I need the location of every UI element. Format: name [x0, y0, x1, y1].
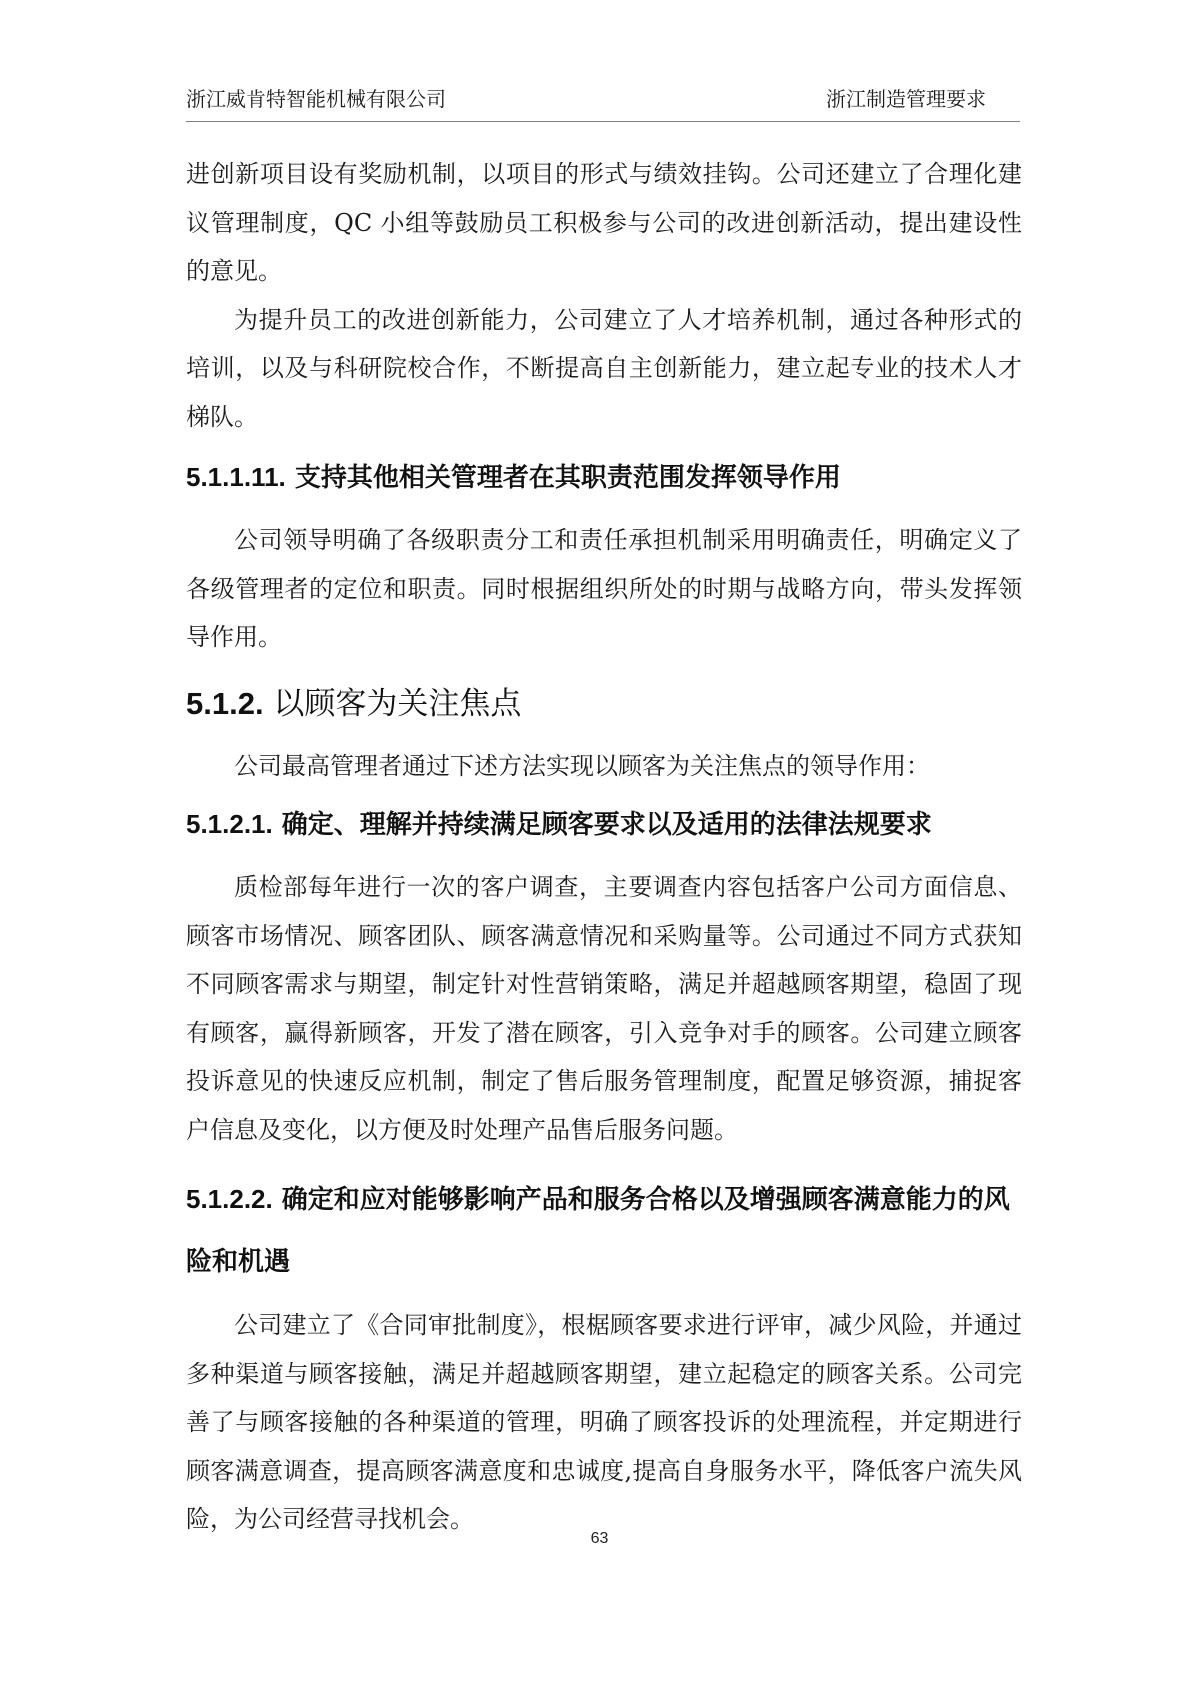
- section-number: 5.1.2.: [186, 685, 264, 721]
- page-body: [186, 150, 1022, 1544]
- body-paragraph: 为提升员工的改进创新能力，公司建立了人才培养机制，通过各种形式的培训，以及与科研院校合作，不断提高自主创新能力，建立起专业的技术人才梯队。: [186, 305, 1022, 431]
- section-title: 确定和应对能够影响产品和服务合格以及增强顾客满意能力的风险和机遇: [186, 1185, 1010, 1277]
- section-title: 以顾客为关注焦点: [273, 685, 522, 722]
- header-document-title: 浙江制造管理要求: [826, 87, 986, 111]
- body-paragraph: 质检部每年进行一次的客户调查，主要调查内容包括客户公司方面信息、顾客市场情况、顾客团队、顾客满意情况和采购量等。公司通过不同方式获知不同顾客需求与期望，制定针对性营销策略，满足并超越顾客期望，稳固了现有顾客，赢得新顾客，开发了潜在顾客，引入竞争对手的顾客。公司建立顾客投诉意见的快速反应机制，制定了售后服务管理制度，配置足够资源，捕捉客户信息及变化，以方便及时处理产品售后服务问题。: [186, 873, 1022, 1144]
- header-divider: [186, 121, 1020, 122]
- section-heading-5-1-2-2: [186, 1168, 1022, 1293]
- header-company-name: 浙江威肯特智能机械有限公司: [186, 87, 446, 111]
- section-heading-5-1-2: [186, 680, 1022, 728]
- section-heading-5-1-2-1: [186, 804, 1022, 845]
- page-header: [186, 84, 1018, 114]
- body-paragraph: 公司建立了《合同审批制度》，根椐顾客要求进行评审，减少风险，并通过多种渠道与顾客接触，满足并超越顾客期望，建立起稳定的顾客关系。公司完善了与顾客接触的各种渠道的管理，明确了顾客投诉的处理流程，并定期进行顾客满意调查，提高顾客满意度和忠诚度,提高自身服务水平，降低客户流失风险，为公司经营寻找机会。: [186, 1311, 1022, 1533]
- body-paragraph: 公司领导明确了各级职责分工和责任承担机制采用明确责任，明确定义了各级管理者的定位和职责。同时根据组织所处的时期与战略方向，带头发挥领导作用。: [186, 526, 1022, 651]
- section-number: 5.1.1.11.: [186, 462, 286, 492]
- section-number: 5.1.2.2.: [186, 1184, 273, 1214]
- body-paragraph: 进创新项目设有奖励机制，以项目的形式与绩效挂钩。公司还建立了合理化建议管理制度，QC 小组等鼓励员工积极参与公司的改进创新活动，提出建设性的意见。: [186, 160, 1022, 285]
- body-paragraph: 公司最高管理者通过下述方法实现以顾客为关注焦点的领导作用：: [234, 751, 930, 780]
- section-title: 确定、理解并持续满足顾客要求以及适用的法律法规要求: [281, 810, 932, 840]
- page-number: 63: [590, 1530, 609, 1547]
- section-number: 5.1.2.1.: [186, 809, 273, 839]
- section-heading-5-1-1-11: [186, 457, 1022, 498]
- section-title: 支持其他相关管理者在其职责范围发挥领导作用: [294, 463, 841, 493]
